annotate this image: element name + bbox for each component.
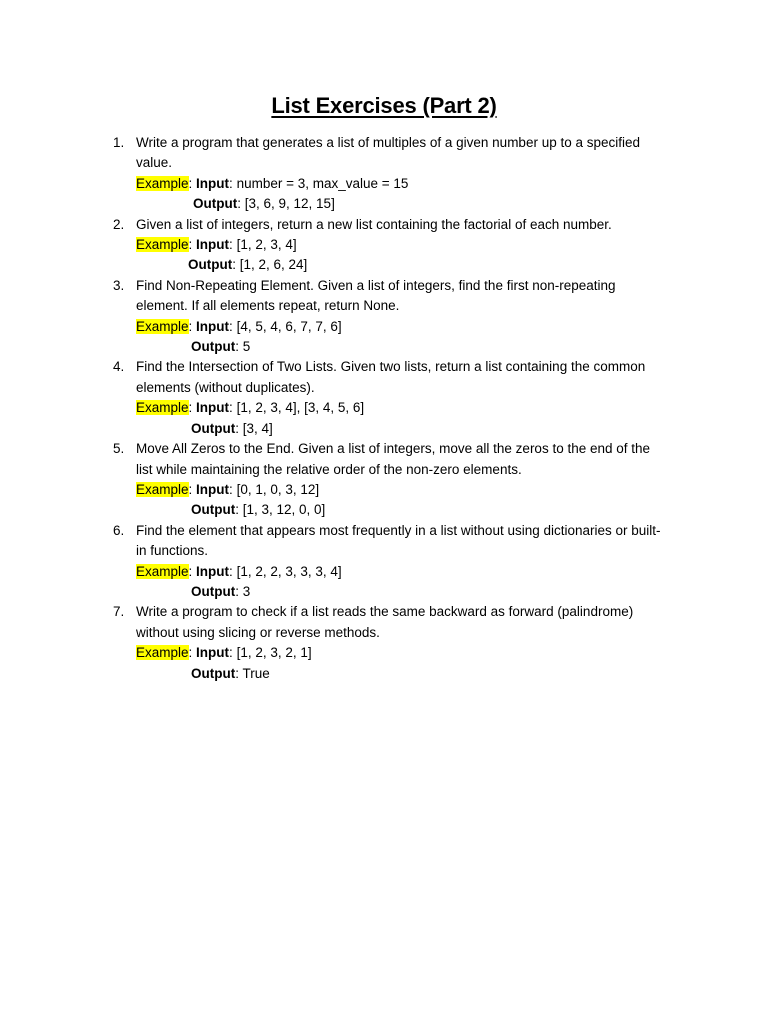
example-input: number = 3, max_value = 15 xyxy=(236,175,409,191)
exercise-number: 4. xyxy=(113,359,125,375)
output-line: Output: [3, 4] xyxy=(191,420,273,436)
exercise-description: Move All Zeros to the End. Given a list of integers, move all the zeros to the end of the list while maintaining the relative order of the non-zero elements. xyxy=(136,441,651,477)
exercise-number: 3. xyxy=(113,277,125,293)
exercise-number: 5. xyxy=(113,441,125,457)
example-output: 3 xyxy=(242,583,251,599)
exercise-number: 2. xyxy=(113,216,125,232)
output-label: Output xyxy=(191,502,236,518)
example-line: Example: Input: number = 3, max_value = 15 xyxy=(136,175,409,191)
output-label: Output xyxy=(188,257,233,273)
output-line: Output: [3, 6, 9, 12, 15] xyxy=(193,196,335,212)
output-label: Output xyxy=(191,339,236,355)
example-label: Example xyxy=(136,645,189,661)
output-label: Output xyxy=(191,583,236,599)
exercise-description: Find the Intersection of Two Lists. Given two lists, return a list containing the common elements (without duplicates). xyxy=(136,359,646,395)
example-line: Example: Input: [1, 2, 3, 4], [3, 4, 5, 6] xyxy=(136,400,365,416)
example-line: Example: Input: [1, 2, 3, 2, 1] xyxy=(136,645,312,661)
example-output: [1, 3, 12, 0, 0] xyxy=(242,502,326,518)
example-label: Example xyxy=(136,318,189,334)
example-label: Example xyxy=(136,237,189,253)
exercise-item xyxy=(0,602,666,684)
example-label: Example xyxy=(136,563,189,579)
example-line: Example: Input: [1, 2, 3, 4] xyxy=(136,237,297,253)
output-label: Output xyxy=(191,665,236,681)
example-output: 5 xyxy=(242,339,251,355)
example-output: [3, 4] xyxy=(242,420,273,436)
example-output: True xyxy=(242,665,270,681)
exercise-description: Given a list of integers, return a new list containing the factorial of each number. xyxy=(136,216,612,232)
exercise-description: Find Non-Repeating Element. Given a list of integers, find the first non-repeating element. If all elements repeat, return None. xyxy=(136,277,616,314)
input-label: Input xyxy=(196,318,230,334)
example-label: Example xyxy=(136,175,189,191)
example-input: [4, 5, 4, 6, 7, 7, 6] xyxy=(236,318,342,334)
example-label: Example xyxy=(136,400,189,416)
output-label: Output xyxy=(191,420,236,436)
example-input: [0, 1, 0, 3, 12] xyxy=(236,481,320,497)
exercise-description: Write a program to check if a list reads the same backward as forward (palindrome) without using slicing or reverse methods. xyxy=(136,604,634,640)
page-title: List Exercises (Part 2) xyxy=(271,93,497,118)
exercise-description: Write a program that generates a list of multiples of a given number up to a specified value. xyxy=(136,135,641,171)
exercise-list xyxy=(0,133,768,684)
example-output: [3, 6, 9, 12, 15] xyxy=(244,196,335,212)
exercise-number: 7. xyxy=(113,604,125,620)
exercise-item xyxy=(0,276,666,358)
exercise-item xyxy=(0,357,666,439)
input-label: Input xyxy=(196,645,230,661)
output-label: Output xyxy=(193,196,238,212)
input-label: Input xyxy=(196,175,230,191)
input-label: Input xyxy=(196,563,230,579)
example-input: [1, 2, 2, 3, 3, 3, 4] xyxy=(236,563,342,579)
exercise-number: 1. xyxy=(113,135,125,150)
output-line: Output: [1, 3, 12, 0, 0] xyxy=(191,502,326,518)
exercise-item xyxy=(0,439,666,521)
example-input: [1, 2, 3, 2, 1] xyxy=(236,645,312,661)
output-line: Output: [1, 2, 6, 24] xyxy=(188,257,308,273)
input-label: Input xyxy=(196,481,230,497)
example-label: Example xyxy=(136,481,189,497)
exercise-number: 6. xyxy=(113,522,125,538)
example-line: Example: Input: [0, 1, 0, 3, 12] xyxy=(136,481,320,497)
exercise-item xyxy=(0,215,666,276)
output-line: Output: 3 xyxy=(191,583,251,599)
example-output: [1, 2, 6, 24] xyxy=(239,257,308,273)
example-line: Example: Input: [1, 2, 2, 3, 3, 3, 4] xyxy=(136,563,342,579)
input-label: Input xyxy=(196,400,230,416)
input-label: Input xyxy=(196,237,230,253)
output-line: Output: 5 xyxy=(191,339,251,355)
exercise-item xyxy=(0,133,666,215)
example-input: [1, 2, 3, 4], [3, 4, 5, 6] xyxy=(236,400,365,416)
exercise-item xyxy=(0,521,666,603)
example-input: [1, 2, 3, 4] xyxy=(236,237,297,253)
exercise-description: Find the element that appears most frequently in a list without using dictionaries or built-in functions. xyxy=(136,522,661,559)
output-line: Output: True xyxy=(191,665,270,681)
example-line: Example: Input: [4, 5, 4, 6, 7, 7, 6] xyxy=(136,318,342,334)
